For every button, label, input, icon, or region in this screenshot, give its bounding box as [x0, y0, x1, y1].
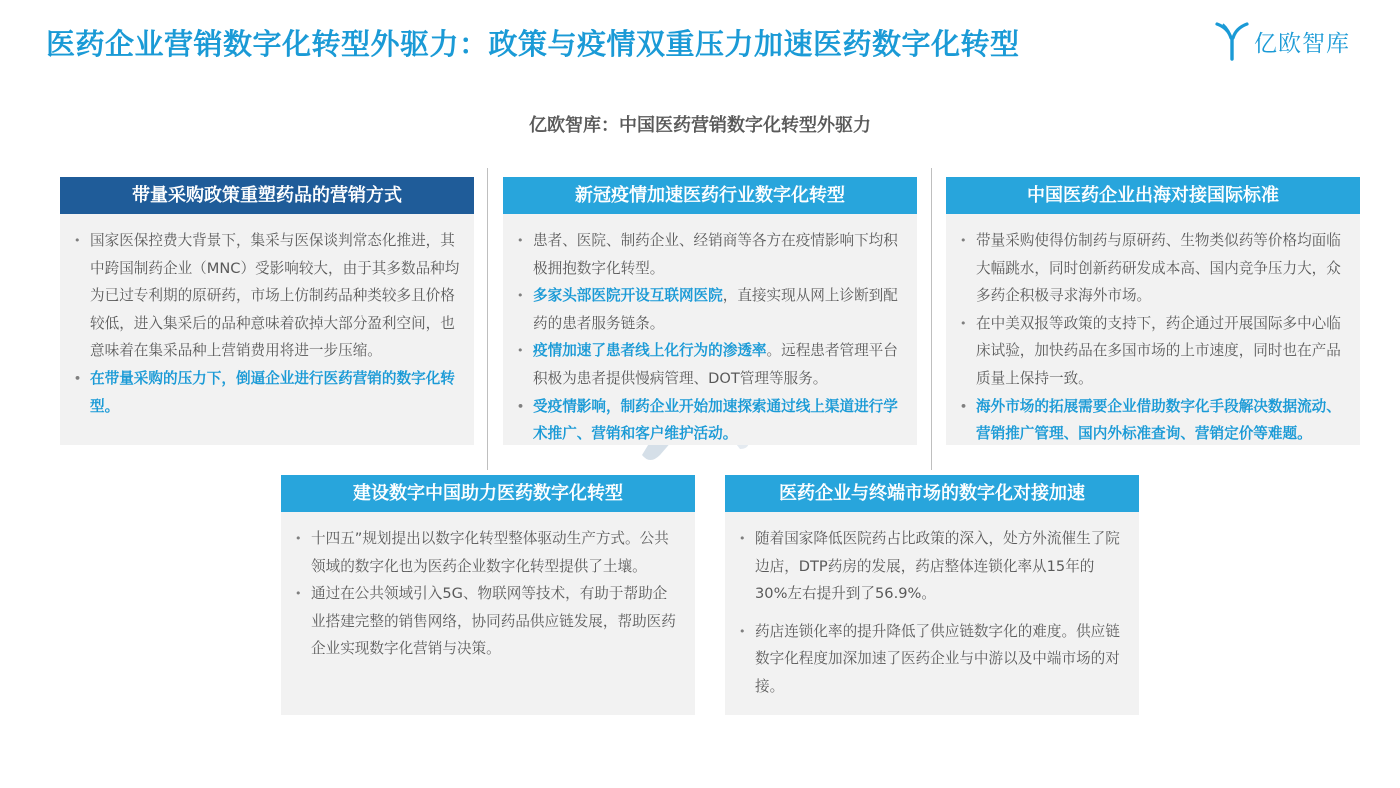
bullet-list: [503, 214, 917, 448]
page-title: 医药企业营销数字化转型外驱力：政策与疫情双重压力加速医药数字化转型: [46, 27, 1020, 61]
card-header: 建设数字中国助力医药数字化转型: [281, 475, 695, 512]
list-item: • 患者、医院、制药企业、经销商等各方在疫情影响下均积极拥抱数字化转型。: [517, 227, 903, 282]
body-text: 。远程患者管理平台积极为患者提供慢病管理、DOT管理等服务。: [533, 342, 898, 387]
card-header: 医药企业与终端市场的数字化对接加速: [725, 475, 1139, 512]
chart-subtitle: 亿欧智库：中国医药营销数字化转型外驱力: [529, 115, 871, 136]
list-item: • 海外市场的拓展需要企业借助数字化手段解决数据流动、营销推广管理、国内外标准查询、营销定价等难题。: [960, 393, 1346, 448]
list-item: [517, 337, 903, 392]
highlight-text: 多家头部医院开设互联网医院: [533, 287, 723, 305]
card-header: 中国医药企业出海对接国际标准: [946, 177, 1360, 214]
bullet-list: [281, 512, 695, 663]
list-item: • 受疫情影响，制药企业开始加速探索通过线上渠道进行学术推广、营销和客户维护活动。: [517, 393, 903, 448]
card-covid-acceleration: [503, 177, 917, 445]
card-volume-procurement: [60, 177, 474, 445]
card-header: 新冠疫情加速医药行业数字化转型: [503, 177, 917, 214]
logo: [1214, 20, 1350, 62]
list-item: [517, 282, 903, 337]
card-going-overseas: [946, 177, 1360, 445]
list-item: • 十四五”规划提出以数字化转型整体驱动生产方式。公共领域的数字化也为医药企业数字化转型提供了土壤。: [295, 525, 681, 580]
card-digital-china: [281, 475, 695, 715]
logo-text: 亿欧智库: [1254, 30, 1350, 57]
list-item: • 带量采购使得仿制药与原研药、生物类似药等价格均面临大幅跳水，同时创新药研发成本高、国内竞争压力大，众多药企积极寻求海外市场。: [960, 227, 1346, 310]
column-divider-right: [931, 168, 932, 470]
list-item: • 国家医保控费大背景下，集采与医保谈判常态化推进，其中跨国制药企业（MNC）受影响较大，由于其多数品种均为已过专利期的原研药，市场上仿制药品种类较多且价格较低，进入集采后的品种意味着砍掉大部分盈利空间，也意味着在集采品种上营销费用将进一步压缩。: [74, 227, 460, 365]
bullet-list: [60, 214, 474, 420]
highlight-text: 疫情加速了患者线上化行为的渗透率: [533, 342, 767, 360]
list-item: • 随着国家降低医院药占比政策的深入，处方外流催生了院边店，DTP药房的发展，药店整体连锁化率从15年的30%左右提升到了56.9%。: [739, 525, 1125, 608]
card-terminal-market: [725, 475, 1139, 715]
bullet-list: [725, 512, 1139, 701]
list-item: • 在中美双报等政策的支持下，药企通过开展国际多中心临床试验，加快药品在多国市场的上市速度，同时也在产品质量上保持一致。: [960, 310, 1346, 393]
body-text: ，直接实现从网上诊断到配药的患者服务链条。: [533, 287, 898, 332]
column-divider-left: [487, 168, 488, 470]
list-item: • 药店连锁化率的提升降低了供应链数字化的难度。供应链数字化程度加深加速了医药企业与中游以及中端市场的对接。: [739, 618, 1125, 701]
logo-mark-icon: [1214, 20, 1250, 62]
list-item: • 在带量采购的压力下，倒逼企业进行医药营销的数字化转型。: [74, 365, 460, 420]
list-item: • 通过在公共领域引入5G、物联网等技术，有助于帮助企业搭建完整的销售网络，协同药品供应链发展，帮助医药企业实现数字化营销与决策。: [295, 580, 681, 663]
bullet-list: [946, 214, 1360, 448]
card-header: 带量采购政策重塑药品的营销方式: [60, 177, 474, 214]
